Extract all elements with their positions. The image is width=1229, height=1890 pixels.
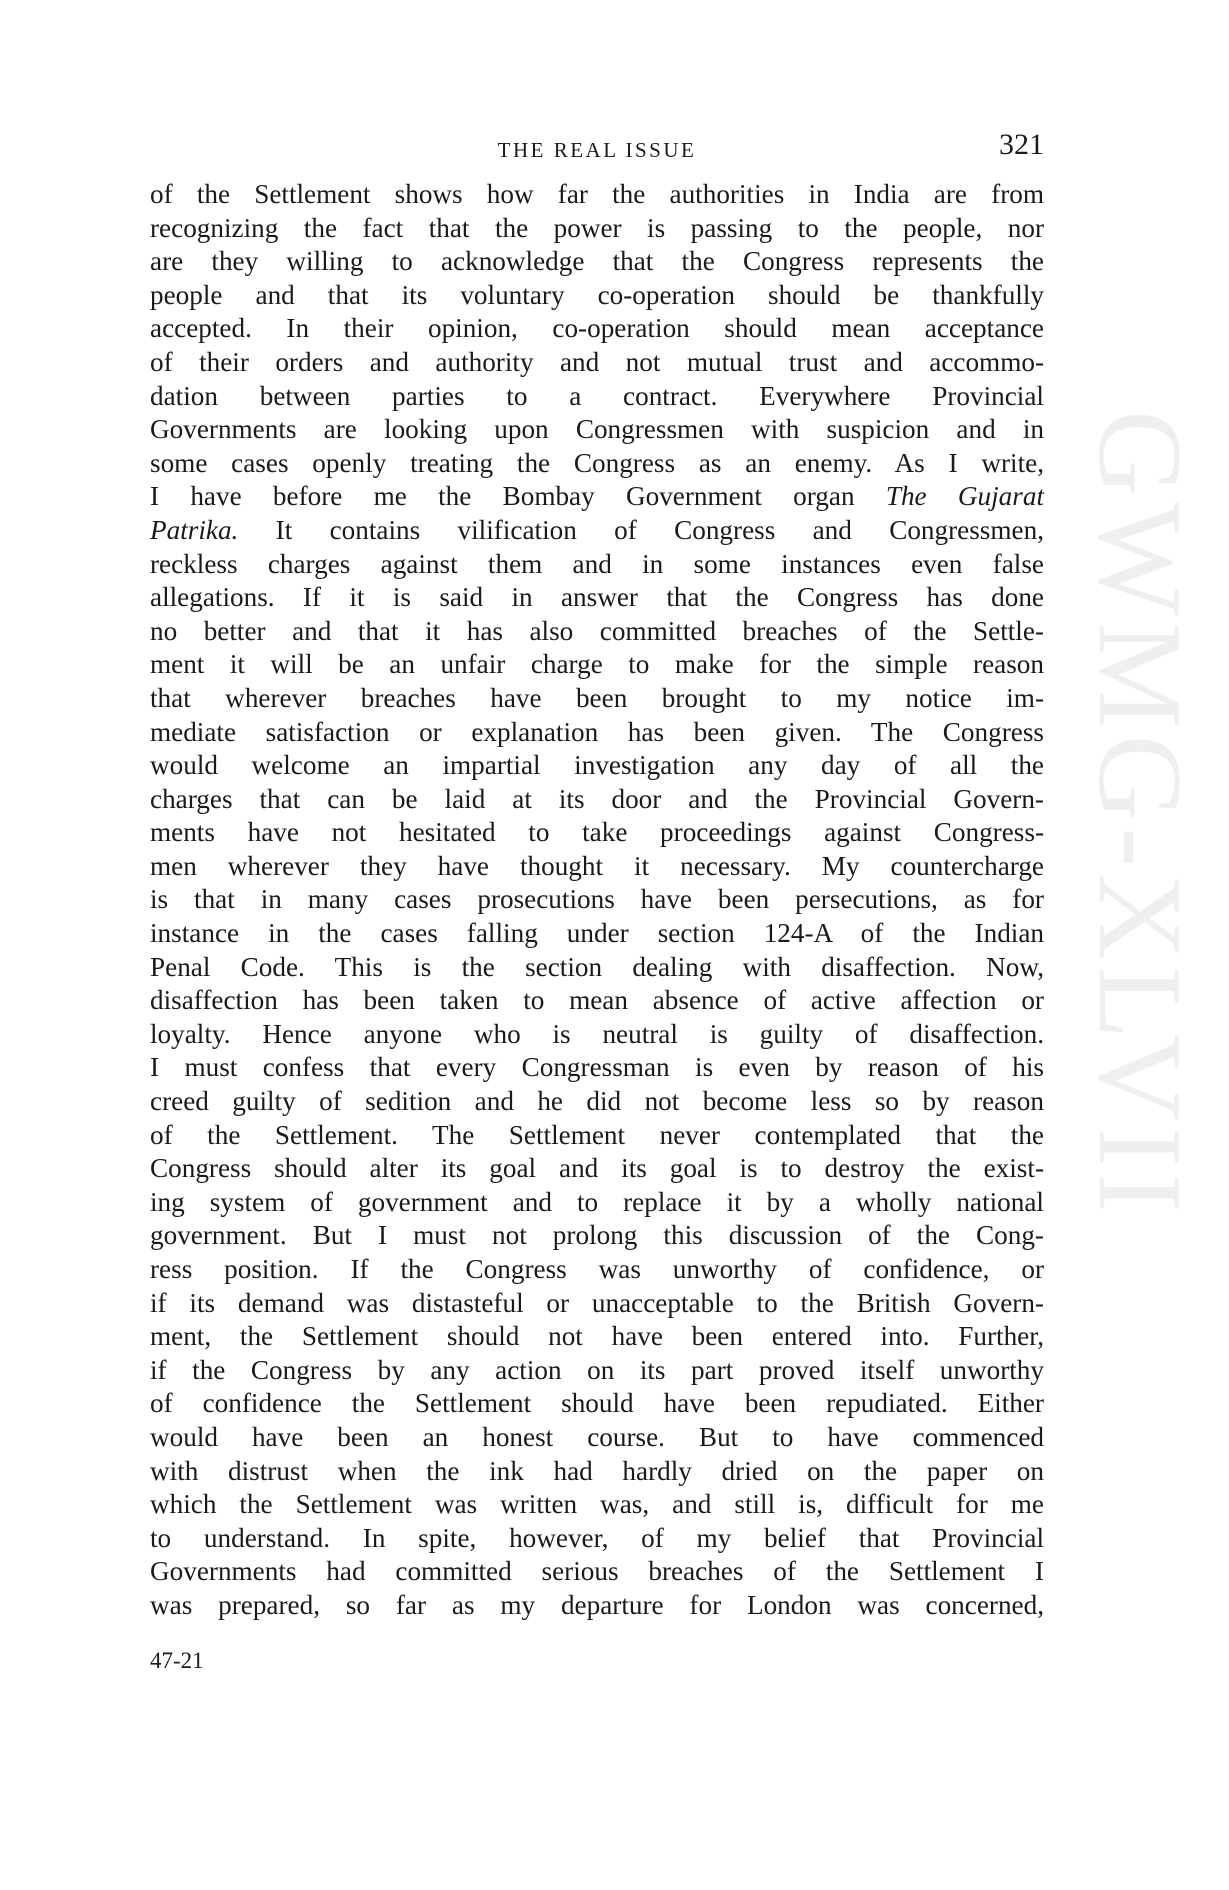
line-text: some cases openly treating the Congress as an enemy. As I write, — [150, 447, 1044, 478]
text-line — [150, 1421, 1044, 1455]
text-line — [150, 1387, 1044, 1421]
line-text: are they willing to acknowledge that the Congress represents the — [150, 246, 1044, 277]
line-text: creed guilty of sedition and he did not become less so by reason — [150, 1086, 1044, 1117]
line-text: was prepared, so far as my departure for London was concerned, — [150, 1589, 1044, 1620]
line-text: ress position. If the Congress was unworthy of confidence, or — [150, 1254, 1044, 1284]
line-text: ing system of government and to replace it by a wholly national — [150, 1186, 1044, 1217]
text-line — [150, 917, 1044, 951]
line-text: of confidence the Settlement should have been repudiated. Either — [150, 1388, 1044, 1419]
line-text: ment, the Settlement should not have been entered into. Further, — [150, 1321, 1044, 1352]
text-line — [150, 716, 1044, 750]
watermark: GWMG-XLVII — [1074, 410, 1207, 1219]
text-line — [150, 1287, 1044, 1321]
line-text: accepted. In their opinion, co-operation should mean acceptance — [150, 313, 1044, 344]
line-text: ments have not hesitated to take proceedings against Congress- — [150, 817, 1044, 848]
text-line — [150, 548, 1044, 582]
text-line — [150, 816, 1044, 850]
line-text: of their orders and authority and not mutual trust and accommo- — [150, 346, 1044, 377]
line-text: allegations. If it is said in answer that the Congress has done — [150, 582, 1044, 613]
text-line — [150, 883, 1044, 917]
text-line — [150, 1488, 1044, 1522]
text-line — [150, 413, 1044, 447]
line-text: charges that can be laid at its door and the Provincial Govern- — [150, 783, 1044, 814]
line-text: Penal Code. This is the section dealing with disaffection. Now, — [150, 951, 1044, 982]
line-text: loyalty. Hence anyone who is neutral is guilty of disaffection. — [150, 1018, 1044, 1049]
line-text: would welcome an impartial investigation any day of all the — [150, 750, 1044, 781]
line-text: of the Settlement. The Settlement never contemplated that the — [150, 1119, 1044, 1150]
line-text: dation between parties to a contract. Everywhere Provincial — [150, 380, 1044, 411]
line-text: It contains vilification of Congress and Congressmen, — [238, 514, 1044, 545]
line-text: Governments had committed serious breaches of the Settlement I — [150, 1556, 1044, 1587]
line-text: Governments are looking upon Congressmen with suspicion and in — [150, 414, 1044, 445]
line-text: instance in the cases falling under section 124-A of the Indian — [150, 918, 1044, 949]
text-line — [150, 1589, 1044, 1623]
page-number: 321 — [999, 128, 1044, 161]
text-line — [150, 1018, 1044, 1052]
text-line — [150, 850, 1044, 884]
line-text: Congress should alter its goal and its goal is to destroy the exist- — [150, 1153, 1044, 1184]
text-line — [150, 615, 1044, 649]
line-text: recognizing the fact that the power is passing to the people, nor — [150, 212, 1044, 243]
running-title: THE REAL ISSUE — [497, 138, 697, 162]
signature-mark: 47-21 — [150, 1648, 204, 1673]
line-text: to understand. In spite, however, of my belief that Provincial — [150, 1522, 1044, 1553]
text-line — [150, 1522, 1044, 1556]
text-line — [150, 245, 1044, 279]
text-line — [150, 1085, 1044, 1119]
text-line — [150, 648, 1044, 682]
line-text: people and that its voluntary co-operation should be thankfully — [150, 279, 1044, 310]
line-text: with distrust when the ink had hardly dried on the paper on — [150, 1455, 1044, 1486]
line-text: if the Congress by any action on its part proved itself unworthy — [150, 1354, 1044, 1385]
text-line — [150, 1455, 1044, 1489]
text-line — [150, 1152, 1044, 1186]
body-text — [150, 178, 1044, 1623]
line-text: of the Settlement shows how far the authorities in India are from — [150, 179, 1044, 209]
line-text: I have before me the Bombay Government organ — [150, 481, 886, 512]
text-line — [150, 1320, 1044, 1354]
text-line — [150, 212, 1044, 246]
text-line — [150, 346, 1044, 380]
text-line — [150, 1555, 1044, 1589]
text-line — [150, 682, 1044, 716]
line-text: ment it will be an unfair charge to make for the simple reason — [150, 649, 1044, 680]
text-line — [150, 951, 1044, 985]
line-text: would have been an honest course. But to have commenced — [150, 1421, 1044, 1452]
text-line — [150, 1186, 1044, 1220]
line-text: mediate satisfaction or explanation has been given. The Congress — [150, 716, 1044, 747]
text-line — [150, 1051, 1044, 1085]
line-text: no better and that it has also committed breaches of the Settle- — [150, 615, 1044, 646]
text-line — [150, 984, 1044, 1018]
line-text: I must confess that every Congressman is even by reason of his — [150, 1052, 1044, 1083]
text-line — [150, 783, 1044, 817]
line-text: men wherever they have thought it necessary. My countercharge — [150, 850, 1044, 881]
line-text: if its demand was distasteful or unacceptable to the British Govern- — [150, 1287, 1044, 1318]
text-line — [150, 1219, 1044, 1253]
line-text: is that in many cases prosecutions have been persecutions, as for — [150, 884, 1044, 915]
text-line — [150, 178, 1044, 212]
text-line — [150, 1253, 1044, 1287]
text-line — [150, 380, 1044, 414]
text-line — [150, 581, 1044, 615]
text-line — [150, 312, 1044, 346]
line-text: disaffection has been taken to mean absence of active affection or — [150, 985, 1044, 1016]
text-line — [150, 1119, 1044, 1153]
text-line — [150, 480, 1044, 514]
running-header — [150, 128, 1044, 168]
text-line — [150, 749, 1044, 783]
text-line — [150, 514, 1044, 548]
text-line — [150, 1354, 1044, 1388]
italic-text: The Gujarat — [885, 481, 1044, 512]
text-line — [150, 279, 1044, 313]
line-text: that wherever breaches have been brought to my notice im- — [150, 682, 1044, 713]
text-line — [150, 447, 1044, 481]
line-text: government. But I must not prolong this discussion of the Cong- — [150, 1220, 1044, 1251]
italic-text: Patrika. — [150, 514, 239, 545]
line-text: reckless charges against them and in some instances even false — [150, 548, 1044, 579]
line-text: which the Settlement was written was, and still is, difficult for me — [150, 1489, 1044, 1520]
